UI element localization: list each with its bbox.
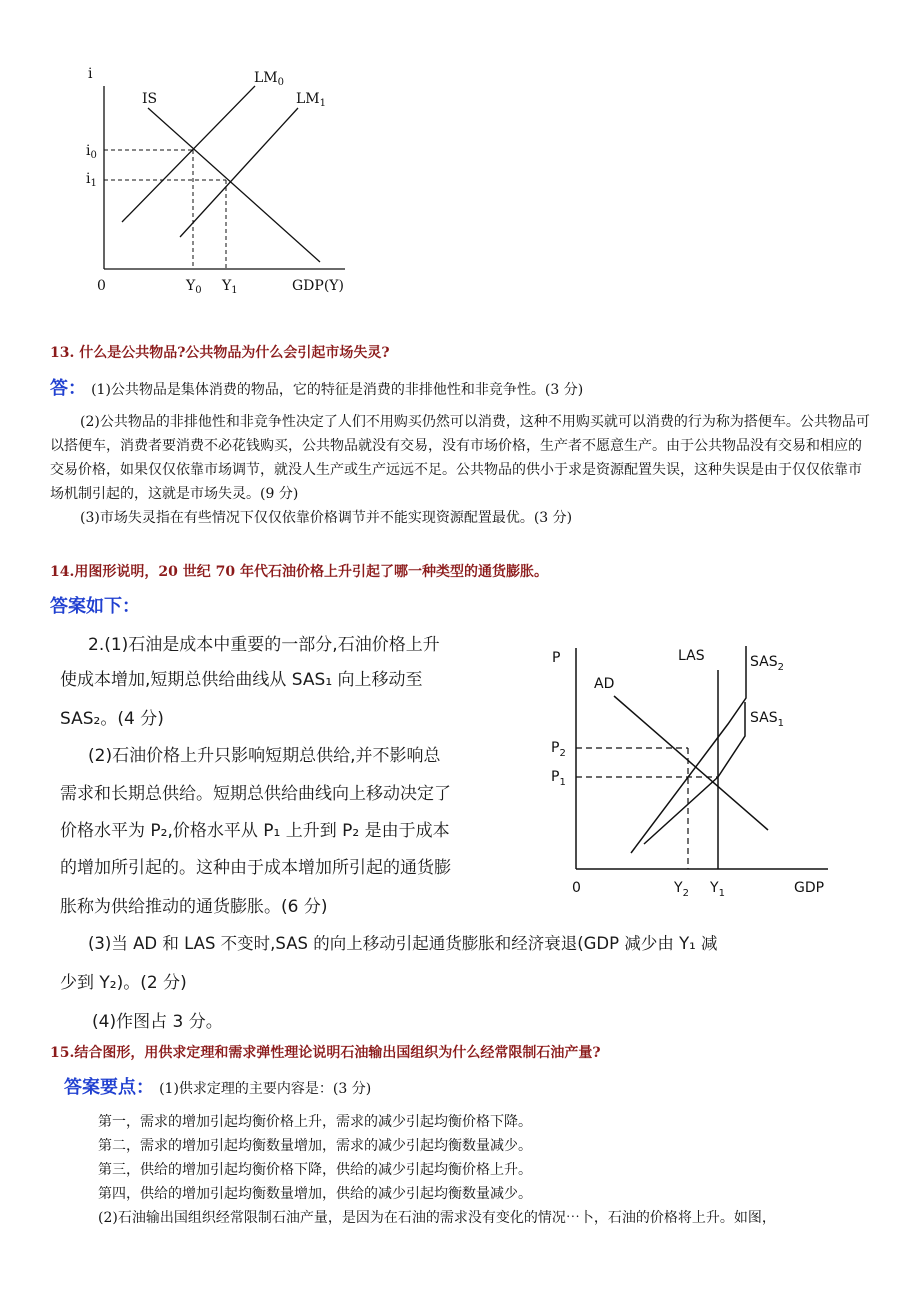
q15-point-1: 第一，需求的增加引起均衡价格上升，需求的减少引起均衡价格下降。 bbox=[98, 1114, 532, 1130]
q14-line-3: SAS₂。(4 分) bbox=[60, 709, 164, 729]
is-label: IS bbox=[142, 91, 158, 107]
is-curve bbox=[148, 108, 320, 262]
ad-label: AD bbox=[594, 676, 615, 692]
y1-label: $Y_1$ bbox=[710, 880, 725, 899]
q14-line-2: 使成本增加,短期总供给曲线从 SAS₁ 向上移动至 bbox=[60, 670, 423, 690]
i1-label: $i_1$ bbox=[86, 171, 97, 189]
q14-answer-label: 答案如下： bbox=[50, 596, 140, 617]
sas2-label: $SAS_2$ bbox=[750, 654, 784, 673]
q15-p2: (2)石油输出国组织经常限制石油产量，是因为在石油的需求没有变化的情况⋯卜，石油的价格将上升。如图， bbox=[98, 1210, 776, 1226]
las-label: LAS bbox=[678, 648, 705, 664]
x-axis-label: GDP(Y) bbox=[292, 278, 344, 294]
y1-label: $Y_1$ bbox=[222, 278, 238, 296]
origin-label: 0 bbox=[97, 278, 106, 294]
q15-answer-label: 答案要点： bbox=[64, 1077, 154, 1098]
origin-label: 0 bbox=[572, 880, 581, 896]
lm1-curve bbox=[180, 108, 298, 237]
q13-p2: (2)公共物品的非排他性和非竞争性决定了人们不用购买仍然可以消费，这种不用购买就可以消费的行为称为搭便车。公共物品可以搭便车，消费者要消费不必花钱购买，公共物品就没有交易，没有市场价格，生产者不愿意生产。由于公共物品没有交易和相应的交易价格，如果仅仅依靠市场调节，就没人生产或生产远远不足。公共物品的供小于求是资源配置失误，这种失误是由于仅仅依靠市场机制引起的，这就是市场失灵。(9 分) bbox=[50, 414, 870, 502]
q14-line-9: (3)当 AD 和 LAS 不变时,SAS 的向上移动引起通货膨胀和经济衰退(GDP 减少由 Y₁ 减 bbox=[88, 934, 718, 953]
q13-answer-first bbox=[50, 374, 880, 402]
p2-label: $P_2$ bbox=[551, 740, 566, 759]
q14-line-8: 胀称为供给推动的通货膨胀。(6 分) bbox=[60, 897, 328, 917]
q13-title: 13. 什么是公共物品?公共物品为什么会引起市场失灵? bbox=[50, 345, 390, 361]
q14-line-10: 少到 Y₂)。(2 分) bbox=[60, 973, 187, 993]
q15-point-2: 第二，需求的增加引起均衡数量增加，需求的减少引起均衡数量减少。 bbox=[98, 1138, 532, 1154]
is-lm-graph bbox=[80, 58, 380, 303]
gdp-axis-label: GDP bbox=[794, 880, 825, 896]
q13-p1: (1)公共物品是集体消费的物品，它的特征是消费的非排他性和非竞争性。(3 分) bbox=[91, 382, 584, 398]
y2-label: $Y_2$ bbox=[674, 880, 689, 899]
q14-line-6: 价格水平为 P₂,价格水平从 P₁ 上升到 P₂ 是由于成本 bbox=[60, 821, 450, 841]
p-axis-label: P bbox=[552, 650, 561, 666]
y0-label: $Y_0$ bbox=[186, 278, 202, 296]
i0-label: $i_0$ bbox=[86, 143, 97, 161]
q15-point-3: 第三，供给的增加引起均衡价格下降，供给的减少引起均衡价格上升。 bbox=[98, 1162, 532, 1178]
q15-title: 15.结合图形，用供求定理和需求弹性理论说明石油输出国组织为什么经常限制石油产量? bbox=[50, 1045, 601, 1061]
sas1-curve bbox=[644, 702, 745, 844]
lm0-label: $LM_0$ bbox=[254, 70, 285, 88]
q14-line-4: (2)石油价格上升只影响短期总供给,并不影响总 bbox=[88, 746, 441, 766]
q13-p3: (3)市场失灵指在有些情况下仅仅依靠价格调节并不能实现资源配置最优。(3 分) bbox=[80, 510, 573, 526]
lm1-label: $LM_1$ bbox=[296, 91, 327, 109]
q14-line-7: 的增加所引起的。这种由于成本增加所引起的通货膨 bbox=[60, 858, 451, 878]
sas1-label: $SAS_1$ bbox=[750, 710, 784, 729]
q14-line-5: 需求和长期总供给。短期总供给曲线向上移动决定了 bbox=[60, 784, 451, 804]
q15-intro: (1)供求定理的主要内容是：(3 分) bbox=[159, 1081, 372, 1097]
y-axis-label: i bbox=[88, 66, 93, 82]
q13-answer-label: 答： bbox=[50, 378, 86, 399]
q14-title: 14.用图形说明，20 世纪 70 年代石油价格上升引起了哪一种类型的通货膨胀。 bbox=[50, 564, 548, 580]
q15-point-4: 第四，供给的增加引起均衡数量增加，供给的减少引起均衡数量减少。 bbox=[98, 1186, 532, 1202]
q14-line-1: 2.(1)石油是成本中重要的一部分,石油价格上升 bbox=[88, 635, 440, 655]
ad-as-graph bbox=[540, 636, 840, 904]
q14-line-11: (4)作图占 3 分。 bbox=[92, 1012, 223, 1032]
q15-answer-first bbox=[64, 1073, 371, 1101]
p1-label: $P_1$ bbox=[551, 769, 566, 788]
